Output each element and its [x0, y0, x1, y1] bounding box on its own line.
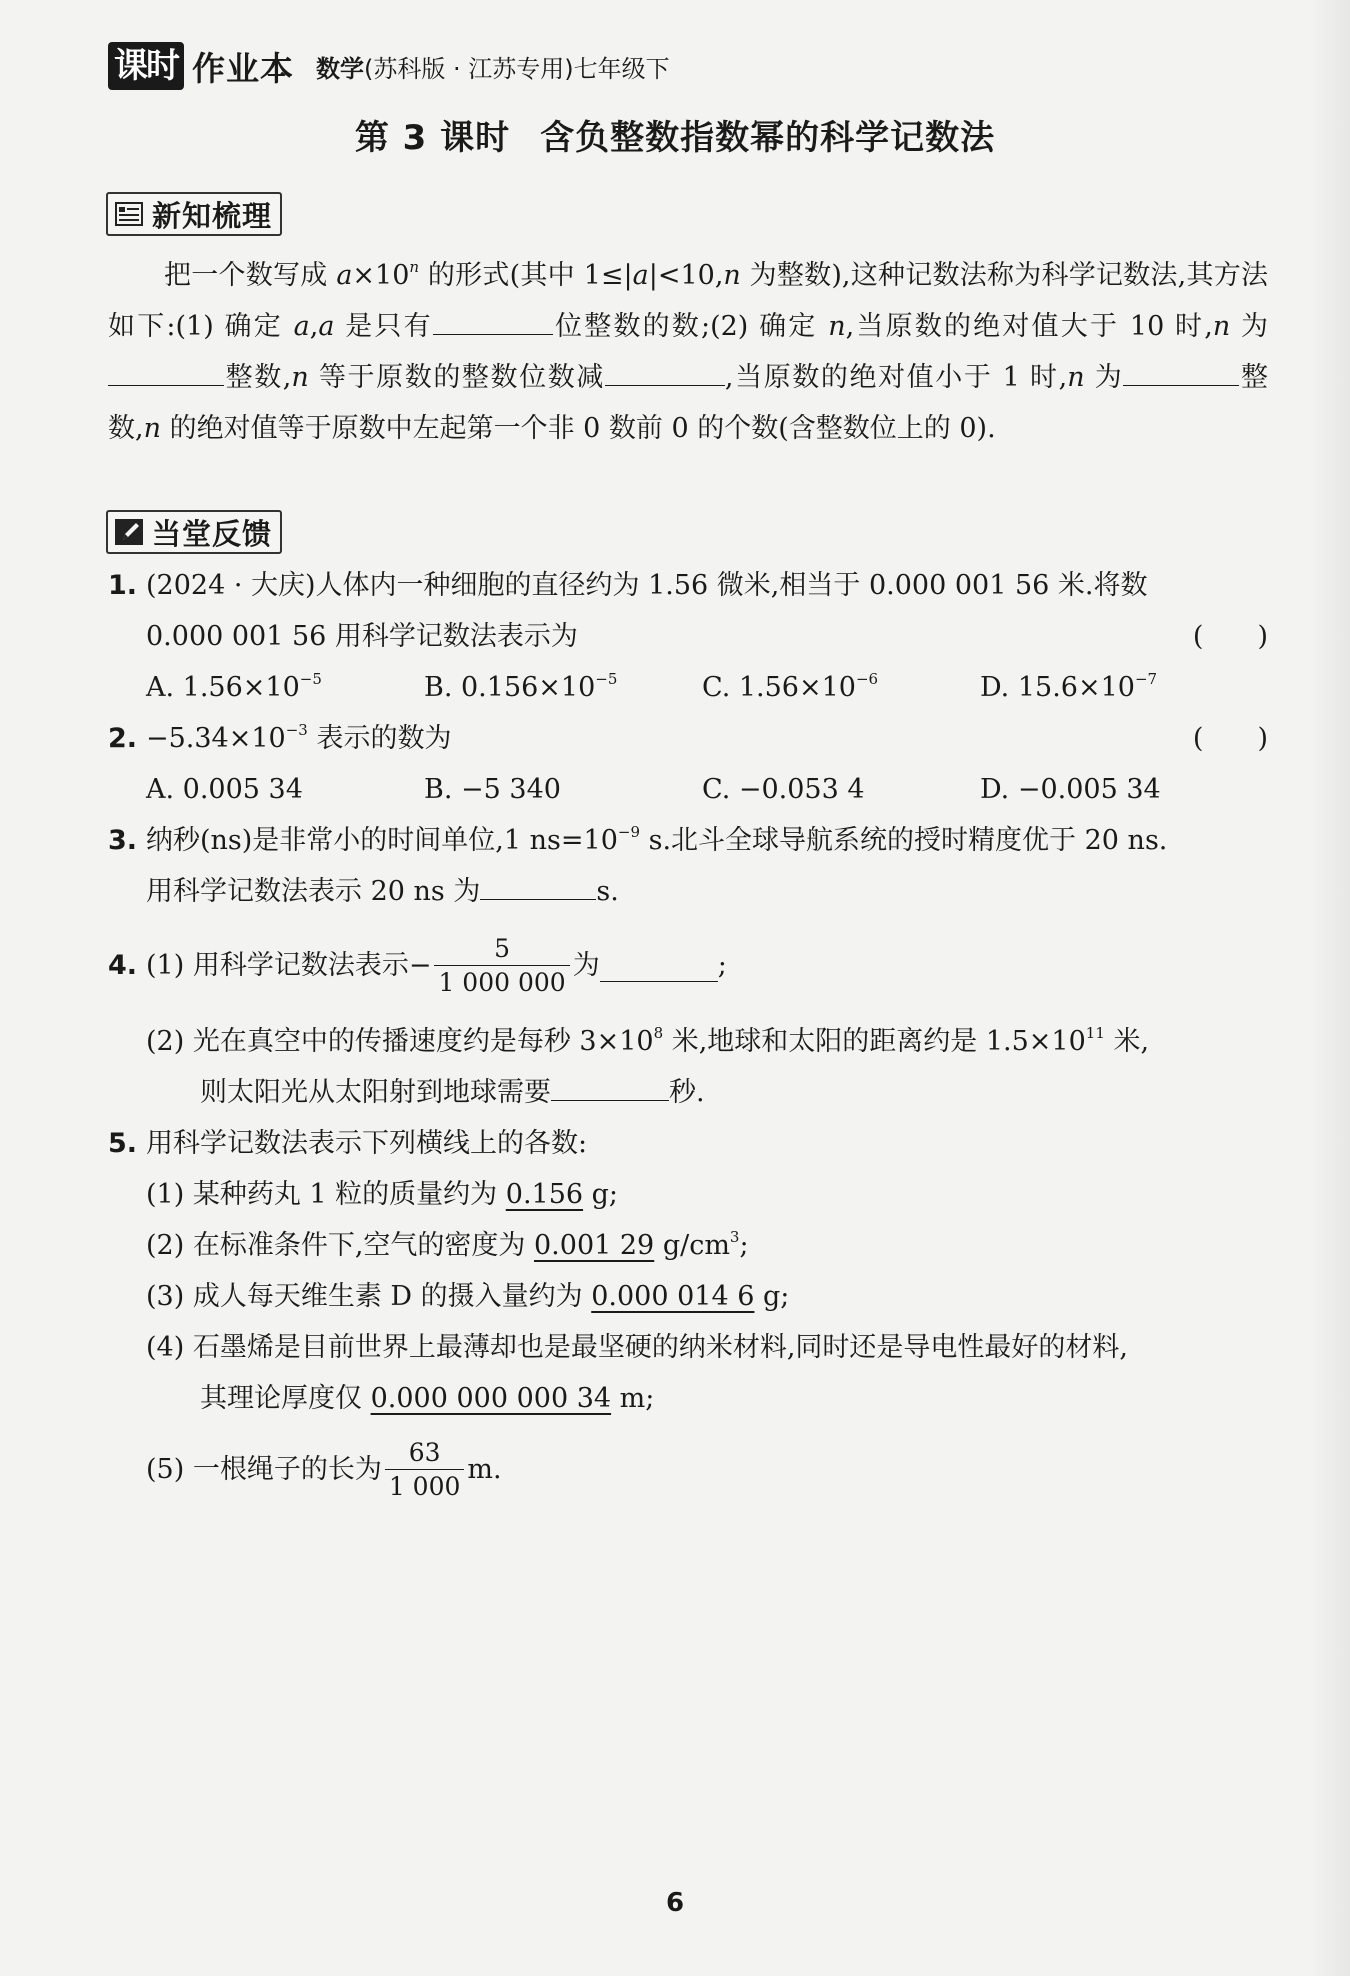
answer-parentheses[interactable]: ( )	[1192, 621, 1268, 652]
section-label: 新知梳理	[152, 198, 273, 233]
answer-blank-sign-large[interactable]	[108, 353, 224, 386]
answer-blank[interactable]	[551, 1068, 669, 1101]
item-1: (1) 某种药丸 1 粒的质量约为 0.156 g;	[146, 1179, 619, 1210]
fraction: $\frac{5}{1 000 000}$	[434, 936, 569, 995]
lesson-title	[0, 110, 1350, 159]
question-4: 4. (1) 用科学记数法表示− $\frac{5}{1 000 000}$ 为 ;	[108, 934, 727, 997]
question-5-item-5: (5) 一根绳子的长为 $\frac{63}{1 000}$ m.	[146, 1438, 502, 1501]
section-tag-feedback	[106, 510, 282, 554]
options-row	[108, 764, 1268, 815]
item-2: (2) 在标准条件下,空气的密度为 0.001 29 $g/cm^3$;	[146, 1228, 749, 1261]
item-4-cont: 其理论厚度仅 0.000 000 000 34 m;	[200, 1383, 655, 1414]
question-3: 3. 纳秒(ns)是非常小的时间单位,1 $ns=10^{-9}$ s.北斗全球导航系统的授时精度优于 20 ns. 用科学记数法表示 20 ns 为 s.	[108, 815, 1268, 917]
option-b[interactable]: B. $0.156\times 10^{-5}$	[424, 670, 618, 703]
answer-blank-subtract[interactable]	[605, 353, 725, 386]
option-b[interactable]: B. −5 340	[424, 774, 561, 805]
option-c[interactable]: C. $1.56\times 10^{-6}$	[702, 670, 879, 703]
page-number: 6	[665, 1888, 685, 1918]
pencil-icon	[114, 518, 144, 546]
question-stem: $-5.34\times 10^{-3}$ 表示的数为	[146, 721, 452, 754]
answer-blank[interactable]	[480, 867, 596, 900]
question-number: 4.	[108, 950, 138, 981]
question-number: 5.	[108, 1128, 138, 1159]
question-5	[108, 1118, 1268, 1424]
question-1	[108, 560, 1268, 713]
edition-text: (苏科版 · 江苏专用)七年级下	[364, 54, 670, 83]
section-tag-new-knowledge	[106, 192, 282, 236]
logo-text: 作业本	[192, 48, 294, 88]
book-icon	[114, 200, 144, 228]
book-header	[108, 40, 670, 92]
options-row	[108, 662, 1268, 713]
answer-blank-digits[interactable]	[433, 302, 553, 335]
question-stem: (2024 · 大庆)人体内一种细胞的直径约为 1.56 微米,相当于 0.000 001 56 米.将数	[146, 570, 1148, 601]
question-number: 3.	[108, 825, 138, 856]
question-stem: 纳秒(ns)是非常小的时间单位,1 $ns=10^{-9}$ s.北斗全球导航系统的授时精度优于 20 ns.	[146, 823, 1168, 856]
question-number: 1.	[108, 570, 138, 601]
book-logo	[108, 42, 294, 90]
answer-blank-sign-small[interactable]	[1123, 353, 1239, 386]
item-3: (3) 成人每天维生素 D 的摄入量约为 0.000 014 6 g;	[146, 1281, 790, 1312]
option-d[interactable]: D. $15.6\times 10^{-7}$	[980, 670, 1158, 703]
option-a[interactable]: A. 0.005 34	[146, 774, 303, 805]
logo-mark: 课时	[108, 42, 184, 90]
section-label: 当堂反馈	[152, 516, 273, 551]
option-c[interactable]: C. −0.053 4	[702, 774, 865, 805]
intro-paragraph: 把一个数写成 $a\times 10^n$ 的形式(其中 1≤|a|<10,n 为整数),这种记数法称为科学记数法,其方法如下:(1) 确定 a,a 是只有 位整数的数;(2) 确定 n,当原数的绝对值大于 10 时,n 为整数,n 等于原数的整数位数减 ,当原数的绝对值小于 1 时,n 为 整数,n 的绝对值等于原数中左起第一个非 0 数前 0 的个数(含整数位上的 0).	[108, 258, 1268, 444]
option-a[interactable]: A. $1.56\times 10^{-5}$	[146, 670, 322, 703]
page-edge-shadow	[1310, 0, 1350, 1976]
answer-blank[interactable]	[600, 949, 718, 982]
subject-line	[316, 49, 670, 84]
question-stem: 用科学记数法表示下列横线上的各数:	[146, 1128, 588, 1159]
question-stem-cont: 0.000 001 56 用科学记数法表示为	[146, 621, 578, 652]
subject-name: 数学	[316, 54, 364, 83]
item-4: (4) 石墨烯是目前世界上最薄却也是最坚硬的纳米材料,同时还是导电性最好的材料,	[146, 1332, 1128, 1363]
answer-parentheses[interactable]: ( )	[1192, 723, 1268, 754]
question-2	[108, 713, 1268, 815]
question-4-part-2: (2) 光在真空中的传播速度约是每秒 $3\times 10^8$ 米,地球和太阳的距离约是 $1.5\times 10^{11}$ 米, 则太阳光从太阳射到地球需要 秒.	[146, 1024, 1150, 1108]
fraction: $\frac{63}{1 000}$	[385, 1440, 465, 1499]
question-number: 2.	[108, 723, 138, 754]
option-d[interactable]: D. −0.005 34	[980, 774, 1161, 805]
lesson-topic: 含负整数指数幂的科学记数法	[540, 118, 996, 158]
lesson-number: 第 3 课时	[354, 118, 511, 158]
